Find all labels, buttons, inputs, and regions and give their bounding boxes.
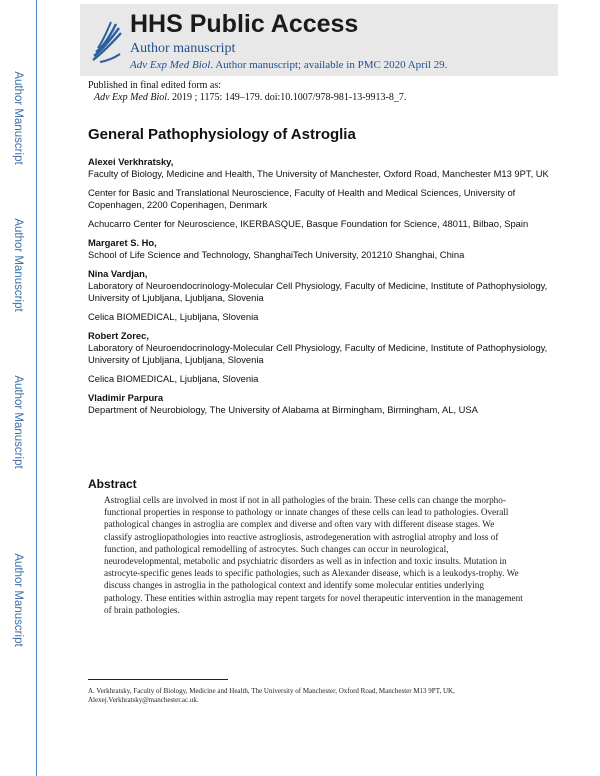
corresponding-author-footnote: A. Verkhratsky, Faculty of Biology, Medicine and Health, The University of Manchester, Oxford Road, Manchester M13 9PT, UK, Alexej.Verkhratsky@manchester.ac.uk. bbox=[88, 687, 455, 704]
author-affiliation: Celica BIOMEDICAL, Ljubljana, Slovenia bbox=[88, 373, 259, 384]
banner-title: HHS Public Access bbox=[130, 10, 359, 38]
side-label-4: Author Manuscript bbox=[12, 553, 24, 647]
author-name: Vladimir Parpura bbox=[88, 392, 164, 403]
abstract-text: Astroglial cells are involved in most if not in all pathologies of the brain. These cells can change the morpho-functional properties in response to pathology or innate changes of these cells can lead to pathologies. Overall pathological changes in astroglia are complex and diverse and often vary with different disease stages. We classify astrogliopathologies into reactive astrogliosis, astrodegeneration with astroglial atrophy and loss of function, and pathological remodelling of astrocytes. Such changes can occur in neurological, neurodevelopmental, metabolic and psychiatric disorders as well as in infection and toxic insults. Mutation in astrocyte-specific genes leads to specific pathologies, such as Alexander disease, which is a leukodys-trophy. We discuss changes in astroglia in the pathological context and identify some molecular entities underlying pathology. These entities within astroglia may repent targets for novel therapeutic intervention in the management of brain pathologies. bbox=[104, 495, 523, 615]
author-affiliation: Department of Neurobiology, The University of Alabama at Birmingham, Birmingham, AL, USA bbox=[88, 404, 478, 415]
banner-availability: . Author manuscript; available in PMC 2020 April 29. bbox=[210, 59, 448, 71]
author-name: Alexei Verkhratsky, bbox=[88, 156, 174, 167]
published-journal: Adv Exp Med Biol bbox=[94, 92, 168, 103]
author-affiliation: Achucarro Center for Neuroscience, IKERBASQUE, Basque Foundation for Science, 48011, Bilbao, Spain bbox=[88, 218, 529, 229]
margin-rule bbox=[36, 0, 37, 776]
author-affiliation: Faculty of Biology, Medicine and Health, The University of Manchester, Oxford Road, Manchester M13 9PT, UK bbox=[88, 168, 549, 179]
author-affiliation: Center for Basic and Translational Neuroscience, Faculty of Health and Medical Sciences, University of Copenhagen, 2200 Copenhagen, Denmark bbox=[88, 187, 516, 210]
author-affiliation: School of Life Science and Technology, ShanghaiTech University, 201210 Shanghai, China bbox=[88, 249, 465, 260]
author-name: Robert Zorec, bbox=[88, 330, 149, 341]
author-name: Margaret S. Ho, bbox=[88, 237, 157, 248]
hhs-banner bbox=[80, 4, 558, 76]
author-name: Nina Vardjan, bbox=[88, 268, 148, 279]
author-list bbox=[88, 156, 558, 416]
banner-journal: Adv Exp Med Biol bbox=[130, 59, 211, 71]
banner-subtitle: Author manuscript bbox=[130, 41, 236, 56]
published-label: Published in final edited form as: bbox=[88, 80, 222, 91]
article-title: General Pathophysiology of Astroglia bbox=[88, 126, 356, 143]
publication-info bbox=[88, 80, 406, 104]
published-citation bbox=[88, 92, 406, 104]
published-details: . 2019 ; 1175: 149–179. doi:10.1007/978-981-13-9913-8_7. bbox=[167, 92, 407, 103]
author-affiliation: Laboratory of Neuroendocrinology-Molecular Cell Physiology, Faculty of Medicine, Institute of Pathophysiology, University of Ljubljana, Ljubljana, Slovenia bbox=[88, 342, 548, 365]
banner-citation bbox=[130, 59, 447, 71]
author-affiliation: Laboratory of Neuroendocrinology-Molecular Cell Physiology, Faculty of Medicine, Institute of Pathophysiology, University of Ljubljana, Ljubljana, Slovenia bbox=[88, 280, 548, 303]
abstract-heading: Abstract bbox=[88, 477, 137, 491]
footnote-divider bbox=[88, 679, 228, 680]
hhs-eagle-logo-icon bbox=[90, 12, 124, 68]
side-label-2: Author Manuscript bbox=[12, 218, 24, 312]
side-label-1: Author Manuscript bbox=[12, 71, 24, 165]
author-affiliation: Celica BIOMEDICAL, Ljubljana, Slovenia bbox=[88, 311, 259, 322]
side-label-3: Author Manuscript bbox=[12, 375, 24, 469]
